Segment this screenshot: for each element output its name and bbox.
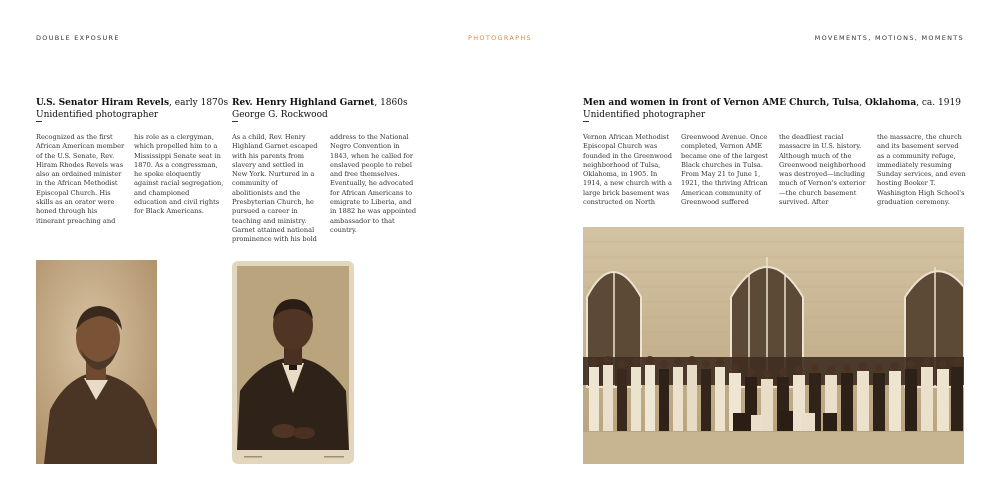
caption-name: Men and women in front of Vernon AME Church, Tulsa bbox=[583, 98, 860, 108]
caption-photographer-revels: Unidentified photographer bbox=[36, 110, 159, 120]
caption-photographer-garnet: George G. Rockwood bbox=[232, 110, 328, 120]
caption-title-garnet bbox=[232, 98, 408, 108]
body-text-vernon-col3: the deadliest racial massacre in U.S. history. Although much of the Greenwood neighborhood was destroyed—including much of Vernon's exterior—the church basement survived. After bbox=[779, 133, 866, 207]
running-header-left: DOUBLE EXPOSURE bbox=[36, 34, 120, 42]
caption-date: , ca. 1919 bbox=[916, 98, 961, 108]
body-text-vernon-col4: the massacre, the church and its basement served as a community refuge, immediately resuming Sunday services, and even hosting Booker T. Washington High School's graduation ceremony. bbox=[877, 133, 966, 207]
caption-divider bbox=[36, 121, 42, 122]
caption-title-revels bbox=[36, 98, 228, 108]
running-header-right: MOVEMENTS, MOTIONS, MOMENTS bbox=[814, 34, 964, 42]
body-text-garnet-col2: address to the National Negro Convention in 1843, when he called for enslaved people to rebel and free themselves. Eventually, he advocated for African Americans to emigrate to Liberia, and in 1882 he was appointed ambassador to that country. bbox=[330, 133, 417, 234]
caption-date: , early 1870s bbox=[169, 98, 229, 108]
body-text-revels-col2: his role as a clergyman, which propelled him to a Mississippi Senate seat in 1870. As a congressman, he spoke eloquently against racial segregation, and championed education and civil rights for Black Americans. bbox=[134, 133, 224, 216]
caption-photographer-vernon: Unidentified photographer bbox=[583, 110, 706, 120]
body-text-garnet-col1: As a child, Rev. Henry Highland Garnet escaped with his parents from slavery and settled in New York. Nurtured in a community of abolitionists and the Presbyterian Church, he pursued a career in teaching and ministry. Garnet attained national prominence with his bold bbox=[232, 133, 318, 244]
caption-date: , 1860s bbox=[374, 98, 408, 108]
garnet-portrait-photo bbox=[232, 261, 354, 464]
caption-place: Oklahoma bbox=[864, 98, 917, 108]
caption-name: U.S. Senator Hiram Revels bbox=[36, 98, 170, 108]
caption-name: Rev. Henry Highland Garnet bbox=[232, 98, 375, 108]
body-text-revels-col1: Recognized as the first African American member of the U.S. Senate, Rev. Hiram Rhodes Revels was also an ordained minister in the African Methodist Episcopal Church. His skills as an orator were honed through his itinerant preaching and bbox=[36, 133, 125, 225]
body-text-vernon-col2: Greenwood Avenue. Once completed, Vernon AME became one of the largest Black churches in Tulsa. From May 21 to June 1, 1921, the thriving African American community of Greenwood suffered bbox=[681, 133, 768, 207]
caption-divider bbox=[232, 121, 238, 122]
caption-title-vernon: Men and women in front of Vernon AME Church, Tulsa, Oklahoma, ca. 1919 bbox=[583, 98, 961, 108]
body-text-vernon-col1: Vernon African Methodist Episcopal Church was founded in the Greenwood neighborhood of Tulsa, Oklahoma, in 1905. In 1914, a new church with a large brick basement was constructed on North bbox=[583, 133, 672, 207]
vernon-church-group-photo bbox=[583, 227, 964, 464]
section-label: PHOTOGRAPHS bbox=[468, 34, 532, 42]
revels-portrait-photo bbox=[36, 260, 157, 464]
caption-divider bbox=[583, 121, 589, 122]
